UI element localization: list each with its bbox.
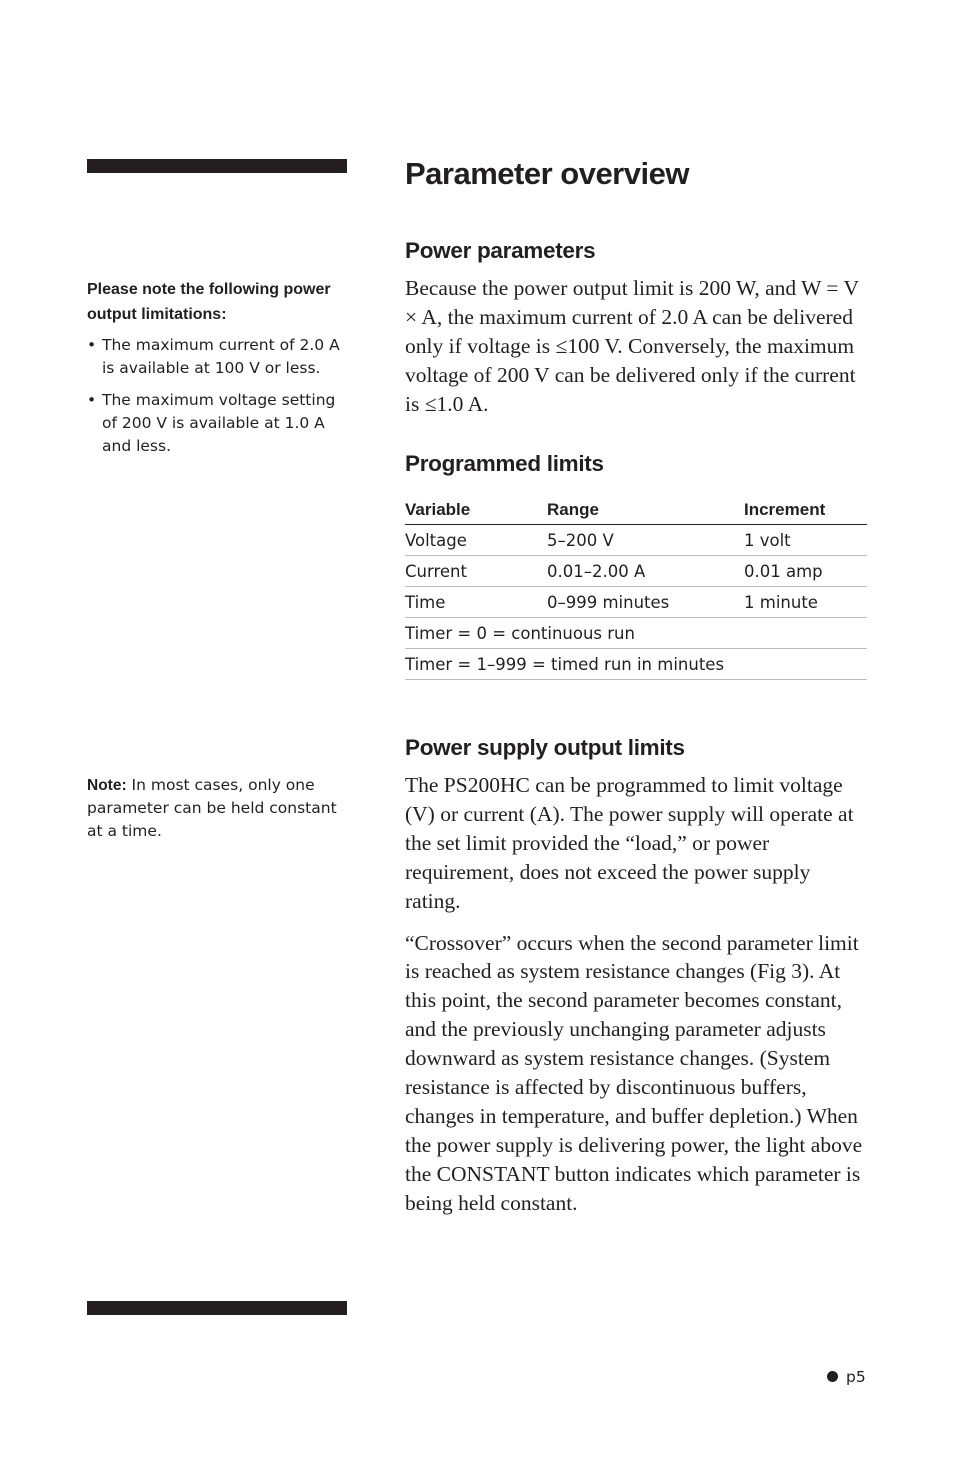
- crossover-paragraph: “Crossover” occurs when the second parameter limit is reached as system resistance changes (Fig 3). At this point, the second parameter becomes constant, and the previously unchanging parameter adjusts downward as system resistance changes. (System resistance is affected by discontinuous buffers, changes in temperature, and buffer depletion.) When the power supply is delivering power, the light above the CONSTANT button indicates which parameter is being held constant.: [405, 930, 863, 1215]
- column-header-variable: Variable: [405, 494, 547, 525]
- power-limitations-list: [87, 334, 349, 458]
- constant-parameter-note: [87, 774, 349, 843]
- note-label: Note:: [87, 777, 127, 794]
- table-cell: 1 minute: [744, 587, 867, 618]
- table-note-cell: Timer = 1–999 = timed run in minutes: [405, 649, 867, 680]
- table-row: [405, 587, 867, 618]
- power-parameters-heading: Power parameters: [405, 238, 596, 263]
- table-cell: 0–999 minutes: [547, 587, 744, 618]
- table-cell: 5–200 V: [547, 525, 744, 556]
- list-item: [87, 389, 349, 458]
- bullet-icon: •: [87, 391, 97, 409]
- top-decorative-rule: [87, 159, 347, 173]
- list-item-text: The maximum voltage setting of 200 V is available at 1.0 A and less.: [102, 391, 336, 455]
- bottom-decorative-rule: [87, 1301, 347, 1315]
- table-cell: Current: [405, 556, 547, 587]
- page-number: [827, 1366, 866, 1388]
- bullet-icon: •: [87, 336, 97, 354]
- power-parameters-section: [405, 236, 867, 419]
- page-number-label: p5: [846, 1368, 866, 1386]
- table-cell: Voltage: [405, 525, 547, 556]
- column-header-range: Range: [547, 494, 744, 525]
- output-limits-section: [405, 733, 867, 1218]
- table-cell: 0.01–2.00 A: [547, 556, 744, 587]
- table-cell: 0.01 amp: [744, 556, 867, 587]
- output-limits-paragraph: The PS200HC can be programmed to limit voltage (V) or current (A). The power supply will operate at the set limit provided the “load,” or power requirement, does not exceed the power supply rating.: [405, 773, 854, 913]
- page-dot-icon: [827, 1371, 838, 1382]
- table-cell: Time: [405, 587, 547, 618]
- programmed-limits-heading: Programmed limits: [405, 451, 604, 476]
- note-text: In most cases, only one parameter can be held constant at a time.: [87, 776, 337, 840]
- programmed-limits-table: [405, 494, 867, 680]
- table-note-row: [405, 618, 867, 649]
- column-header-increment: Increment: [744, 494, 867, 525]
- table-row: [405, 556, 867, 587]
- power-limitations-heading: Please note the following power output limitations:: [87, 281, 331, 323]
- table-row: [405, 525, 867, 556]
- table-header-row: [405, 494, 867, 525]
- power-parameters-body: Because the power output limit is 200 W, and W = V × A, the maximum current of 2.0 A can be delivered only if voltage is ≤100 V. Conversely, the maximum voltage of 200 V can be delivered only if the current is ≤1.0 A.: [405, 276, 859, 416]
- table-cell: 1 volt: [744, 525, 867, 556]
- page-title: Parameter overview: [405, 156, 689, 191]
- power-limitations-note: [87, 277, 349, 467]
- list-item-text: The maximum current of 2.0 A is available at 100 V or less.: [102, 336, 340, 377]
- table-note-cell: Timer = 0 = continuous run: [405, 618, 867, 649]
- table-note-row: [405, 649, 867, 680]
- programmed-limits-section: [405, 449, 867, 680]
- list-item: [87, 334, 349, 380]
- output-limits-heading: Power supply output limits: [405, 735, 685, 760]
